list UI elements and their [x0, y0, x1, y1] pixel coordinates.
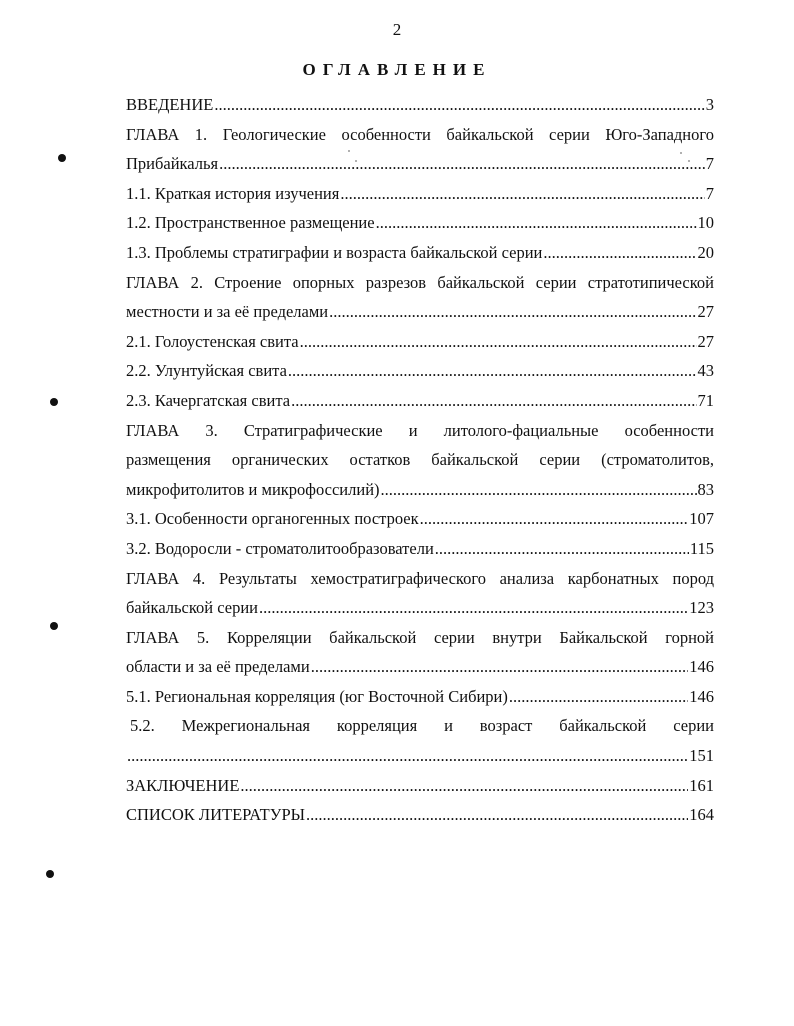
toc-entry-section-3-1[interactable]: 3.1. Особенности органогенных построек ..... 107 — [126, 504, 714, 534]
toc-entry-section-5-2-cont[interactable]: ..... 151 — [126, 741, 714, 771]
toc-entry-chapter-5-cont[interactable]: области и за её пределами ..... 146 — [126, 652, 714, 682]
toc-entry-conclusion[interactable]: ЗАКЛЮЧЕНИЕ ..... 161 — [126, 771, 714, 801]
toc-entry-chapter-1-cont[interactable]: Прибайкалья ..... 7 — [126, 149, 714, 179]
toc-entry-chapter-1[interactable]: ГЛАВА 1. Геологические особенности байкальской серии Юго-Западного — [126, 124, 714, 144]
toc-entry-references[interactable]: СПИСОК ЛИТЕРАТУРЫ ..... 164 — [126, 800, 714, 830]
table-of-contents — [126, 90, 714, 830]
toc-entry-section-2-2[interactable]: 2.2. Улунтуйская свита ..... 43 — [126, 356, 714, 386]
toc-entry-section-2-3[interactable]: 2.3. Качергатская свита ..... 71 — [126, 386, 714, 416]
toc-entry-section-5-2[interactable]: 5.2. Межрегиональная корреляция и возраст байкальской серии — [130, 716, 714, 736]
toc-entry-section-2-1[interactable]: 2.1. Голоустенская свита ..... 27 — [126, 327, 714, 357]
punch-hole-mark — [50, 398, 58, 406]
punch-hole-mark — [46, 870, 54, 878]
toc-entry-chapter-4[interactable]: ГЛАВА 4. Результаты хемостратиграфического анализа карбонатных пород — [126, 568, 714, 588]
toc-entry-chapter-3-end[interactable]: микрофитолитов и микрофоссилий) ..... 83 — [126, 475, 714, 505]
page-number: 2 — [392, 20, 402, 39]
toc-entry-section-3-2[interactable]: 3.2. Водоросли - строматолитообразователи ..... 115 — [126, 534, 714, 564]
toc-entry-section-1-1[interactable]: 1.1. Краткая история изучения ..... 7 — [126, 179, 714, 209]
toc-entry-chapter-4-cont[interactable]: байкальской серии ..... 123 — [126, 593, 714, 623]
page-title: ОГЛАВЛЕНИЕ — [302, 60, 492, 79]
toc-entry-section-5-1[interactable]: 5.1. Региональная корреляция (юг Восточной Сибири) ..... 146 — [126, 682, 714, 712]
toc-entry-intro[interactable]: ВВЕДЕНИЕ ..... 3 — [126, 90, 714, 120]
toc-entry-section-1-2[interactable]: 1.2. Пространственное размещение ..... 10 — [126, 208, 714, 238]
toc-entry-chapter-2-cont[interactable]: местности и за её пределами ..... 27 — [126, 297, 714, 327]
toc-entry-chapter-3-cont[interactable]: размещения органических остатков байкальской серии (строматолитов, — [126, 450, 714, 470]
punch-hole-mark — [58, 154, 66, 162]
toc-entry-chapter-2[interactable]: ГЛАВА 2. Строение опорных разрезов байкальской серии стратотипической — [126, 272, 714, 292]
toc-entry-chapter-5[interactable]: ГЛАВА 5. Корреляции байкальской серии внутри Байкальской горной — [126, 627, 714, 647]
toc-entry-section-1-3[interactable]: 1.3. Проблемы стратиграфии и возраста байкальской серии ..... 20 — [126, 238, 714, 268]
punch-hole-mark — [50, 622, 58, 630]
toc-entry-chapter-3[interactable]: ГЛАВА 3. Стратиграфические и литолого-фациальные особенности — [126, 420, 714, 440]
